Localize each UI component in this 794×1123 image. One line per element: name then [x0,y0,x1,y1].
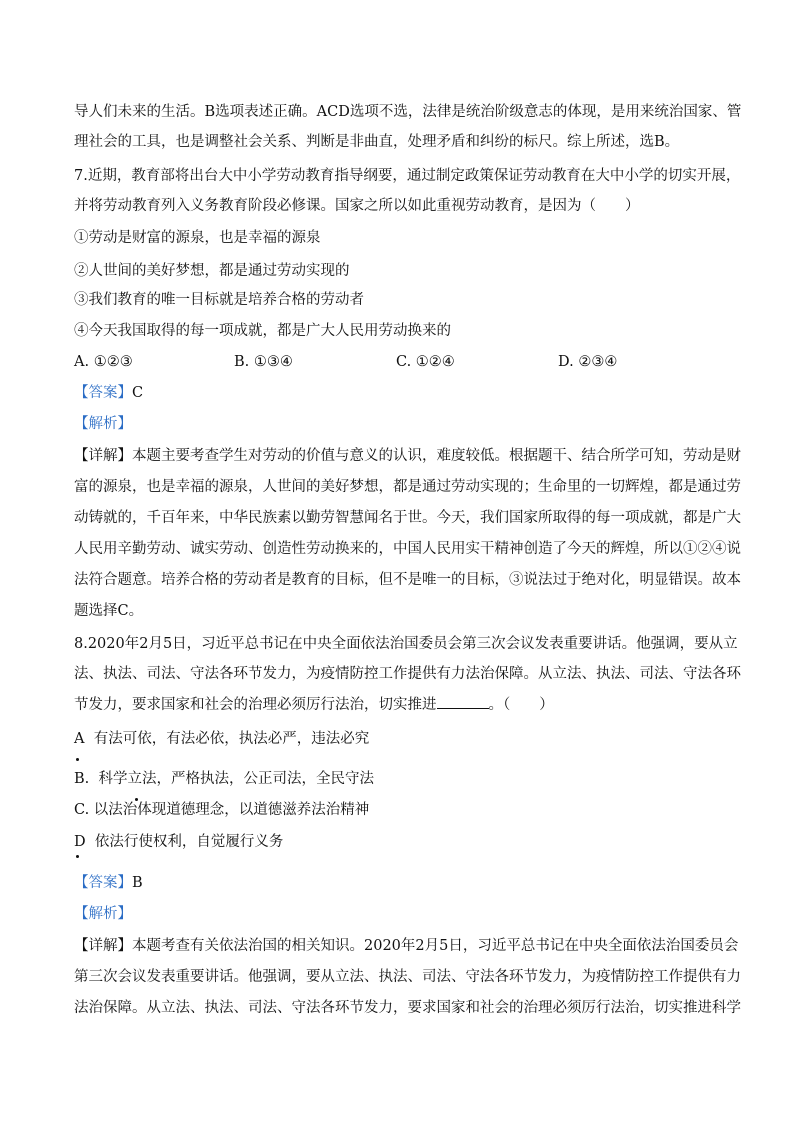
q8-stem-line-1: 8.2020年2月5日，习近平总书记在中央全面依法治国委员会第三次会议发表重要讲话。他强调，要从立 [74,636,738,652]
q7-detail-line-1 [74,446,741,466]
q8-option-d [74,832,283,852]
q7-stem-line-1: 7.近期，教育部将出台大中小学劳动教育指导纲要，通过制定政策保证劳动教育在大中小学的切实开展， [74,168,741,184]
q7-statement-2: ②人世间的美好梦想，都是通过劳动实现的 [74,263,350,279]
q7-option-d: D. ②③④ [558,354,618,370]
answer-value: C [132,385,144,401]
answer-tag: 【答案】 [74,385,132,401]
q7-statement-4: ④今天我国取得的每一项成就，都是广大人民用劳动换来的 [74,323,451,339]
q8-detail-line-1 [74,936,738,956]
q7-detail-line-2: 富的源泉，也是幸福的源泉，人世间的美好梦想，都是通过劳动实现的；生命里的一切辉煌，都是通过劳 [74,479,741,495]
analysis-tag: 【解析】 [74,906,132,922]
option-text: 依法行使权利，自觉履行义务 [94,834,284,850]
stem-end: 。（ ） [488,697,554,713]
q8-answer [74,873,143,893]
option-text: 有法可依，有法必依，执法必严，违法必究 [93,731,370,747]
intro-line-2: 理社会的工具，也是调整社会关系、判断是非曲直，处理矛盾和纠纷的标尺。综上所述，选B。 [74,134,680,150]
q8-option-a [74,729,369,749]
bullet-dot [76,855,79,858]
q8-option-c [74,800,369,820]
q7-detail-line-3: 动铸就的，千百年来，中华民族素以勤劳智慧闻名于世。今天，我们国家所取得的每一项成就，都是广大 [74,510,741,526]
detail-text: 本题考查有关依法治国的相关知识。2020年2月5日，习近平总书记在中央全面依法治国委员会 [132,938,739,954]
detail-text: 本题主要考查学生对劳动的价值与意义的认识，难度较低。根据题干、结合所学可知，劳动是财 [132,448,741,464]
q7-analysis-tag [74,414,132,434]
answer-blank [437,694,489,709]
q7-statement-3: ③我们教育的唯一目标就是培养合格的劳动者 [74,292,364,308]
option-letter: C. [74,802,90,818]
option-letter: A [74,731,85,747]
q8-detail-line-2: 第三次会议发表重要讲话。他强调，要从立法、执法、司法、守法各环节发力，为疫情防控工作提供有力 [74,969,741,985]
stem-text: 节发力，要求国家和社会的治理必须厉行法治，切实推进 [74,697,437,713]
q8-stem-line-2: 法、执法、司法、守法各环节发力，为疫情防控工作提供有力法治保障。从立法、执法、司法、守法各环 [74,666,741,682]
q7-detail-line-6: 题选择C。 [74,603,144,619]
q7-statement-1: ①劳动是财富的源泉，也是幸福的源泉 [74,230,321,246]
q8-detail-line-3: 法治保障。从立法、执法、司法、守法各环节发力，要求国家和社会的治理必须厉行法治，切实推进科学 [74,1000,741,1016]
option-text: 科学立法，严格执法，公正司法，全民守法 [98,771,374,787]
intro-line-1: 导人们未来的生活。B选项表述正确。ACD选项不选，法律是统治阶级意志的体现，是用来统治国家、管 [74,104,742,120]
q8-analysis-tag [74,904,132,924]
q7-option-a: A. ①②③ [74,354,133,370]
analysis-tag: 【解析】 [74,416,132,432]
q7-answer [74,383,143,403]
option-letter: B. [74,771,90,787]
q7-stem-line-2: 并将劳动教育列入义务教育阶段必修课。国家之所以如此重视劳动教育，是因为（ ） [74,198,640,214]
option-letter: D [74,834,86,850]
answer-tag: 【答案】 [74,875,132,891]
answer-value: B [132,875,143,891]
detail-tag: 【详解】 [74,448,132,464]
q7-option-b: B. ①③④ [234,354,293,370]
q8-stem-line-3 [74,694,554,715]
q7-detail-line-4: 人民用辛勤劳动、诚实劳动、创造性劳动换来的，中国人民用实干精神创造了今天的辉煌，所以①②④说 [74,541,741,557]
q7-detail-line-5: 法符合题意。培养合格的劳动者是教育的目标，但不是唯一的目标，③说法过于绝对化，明显错误。故本 [74,572,741,588]
q7-option-c: C. ①②④ [396,354,455,370]
q7-options [74,354,674,374]
option-text: 以法治体现道德理念，以道德滋养法治精神 [93,802,370,818]
detail-tag: 【详解】 [74,938,132,954]
bullet-dot [76,758,79,761]
q8-option-b [74,769,374,789]
